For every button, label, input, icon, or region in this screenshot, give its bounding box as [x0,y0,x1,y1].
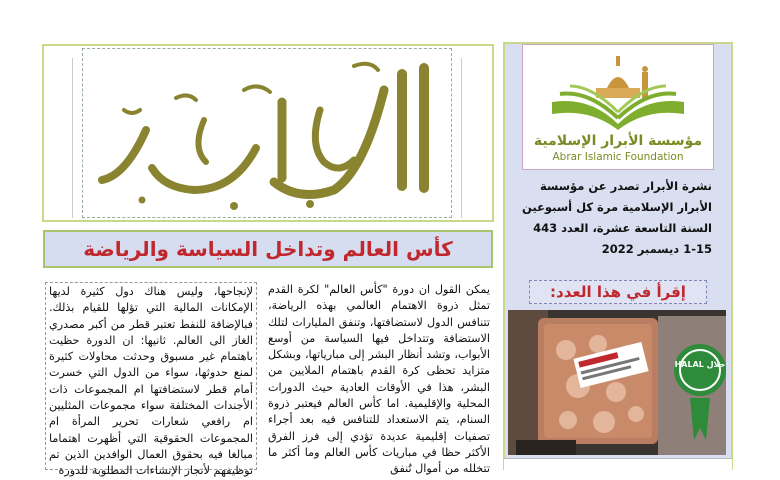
in-this-issue-heading: إقرأ في هذا العدد: [529,280,707,304]
halal-meat-photo [508,310,726,455]
halal-badge-text: HALAL حلال [674,360,726,369]
publication-info-line: الأبرار الإسلامية مرة كل أسبوعين [522,200,712,214]
publication-info-line: 1-15 ديسمبر 2022 [601,242,712,256]
logo-name-arabic: مؤسسة الأبرار الإسلامية [533,133,703,149]
article-headline: كأس العالم وتداخل السياسة والرياضة [43,230,493,268]
article-column-left: لإنجاحها، وليس هناك دول كثيرة لديها الإمكانات المالية التي تؤلها للقيام بذلك. فبالإضافة للنفط تعتبر قطر من أكبر مصدري الغاز الى العالم. ثانيها: ان الدورة حظيت باهتمام غير مسبوق وحدثت محاولات كثيرة لمنع حدوثها، سواء من الدول التي خسرت أمام قطر لاستضافتها ام المجموعات ذات الأجندات المختلفة سواء مجموعات المثليين ام رافعي شعارات تحرير المرأة ام المجموعات الحقوقية التي أظهرت اهتماما مبالغا فيه بحقوق العمال الوافدين الذين تم توظيفهم لأنجاز الإنشاءات المطلوبة للدورة [45,282,257,470]
photo-caption-strip [504,458,732,470]
article-column-right: يمكن القول ان دورة "كأس العالم" لكرة القدم تمثل ذروة الاهتمام العالمي بهذه الرياضة، تتنافس الدول لاستضافتها، وتنفق المليارات لتلك الاستضافة وتتداخل فيها السياسة من أوسع الأبواب، وتشد أنظار البشر إلى مبارياتها، وبشكل متزايد تحظى كرة القدم باهتمام الملايين من البشر، هذا في الأوقات العادية حيث الدورات المحلية والإقليمية. اما كأس العالم فيعتبر ذروة السنام، يتم الاستعداد للتنافس فيه بعد أجراء تصفيات إقليمية عديدة تؤدي إلى فرز الفرق الأكثر حظا في مباريات كأس العالم وما أكثر ما تتخلله من أموال تُنفق [268,283,490,476]
foundation-logo-icon [530,50,706,134]
publication-info-line: نشرة الأبرار تصدر عن مؤسسة [540,179,712,193]
masthead-calligraphy [84,50,450,216]
publication-info [508,176,728,276]
logo-name-english: Abrar Islamic Foundation [552,151,684,163]
publication-info-line: السنة التاسعة عشرة، العدد 443 [533,221,712,235]
